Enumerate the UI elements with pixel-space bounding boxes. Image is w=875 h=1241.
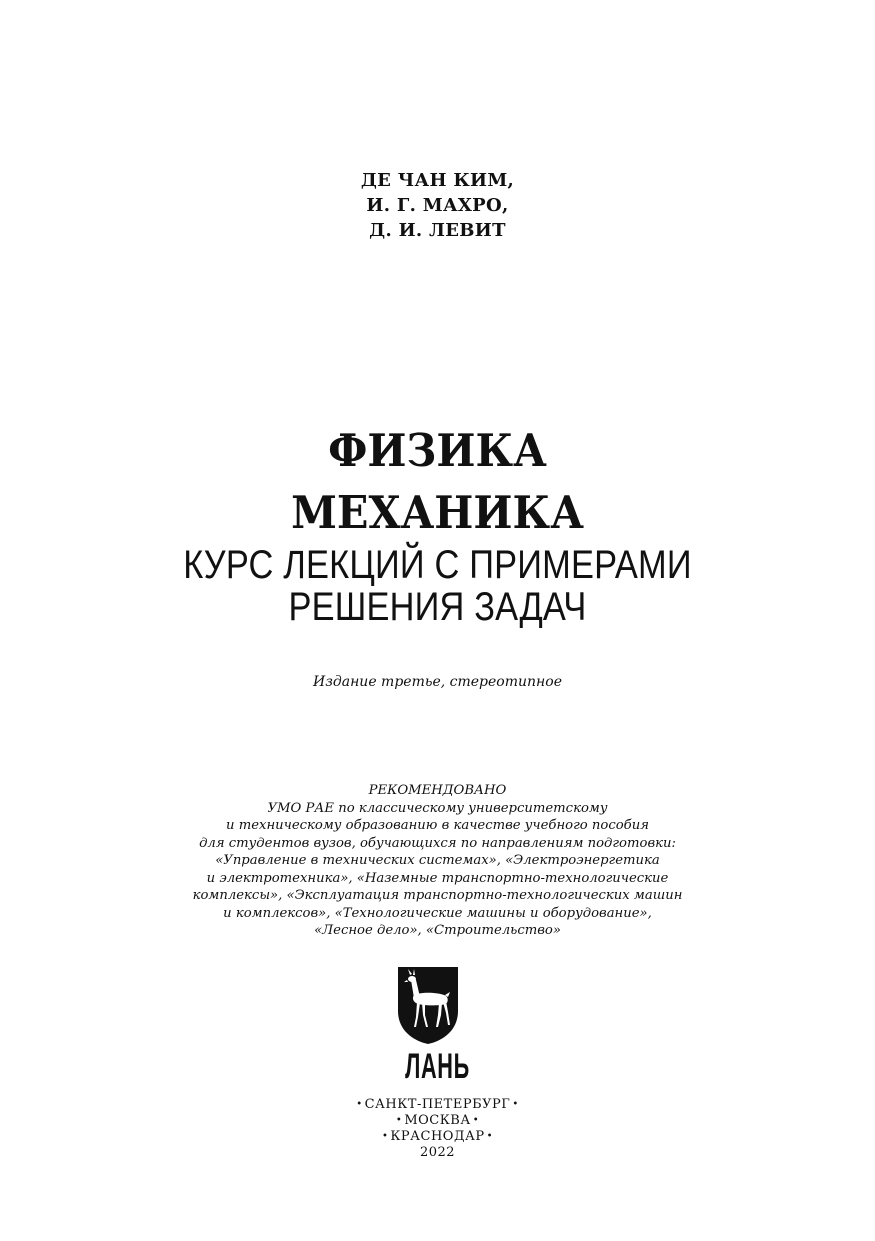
recommendation-line: и комплексов», «Технологические машины и оборудование», — [223, 905, 652, 921]
cities-block — [0, 1097, 875, 1161]
subtitle-line-2: РЕШЕНИЯ ЗАДАЧ — [288, 585, 587, 629]
bullet-icon: • — [472, 1115, 480, 1126]
author-2: И. Г. МАХРО, — [366, 195, 509, 216]
title-line-1: ФИЗИКА — [328, 424, 547, 477]
publisher-name: ЛАНЬ — [405, 1047, 470, 1086]
subtitle-line-1: КУРС ЛЕКЦИЙ С ПРИМЕРАМИ — [183, 543, 692, 587]
edition-note: Издание третье, стереотипное — [313, 674, 562, 690]
city-line — [0, 1129, 875, 1145]
recommendation-line: «Управление в технических системах», «Электроэнергетика — [215, 853, 660, 868]
city-line — [0, 1113, 875, 1129]
city-line — [0, 1097, 875, 1113]
recommendation-line: РЕКОМЕНДОВАНО — [368, 783, 507, 798]
recommendation-line: для студентов вузов, обучающихся по направлениям подготовки: — [199, 835, 676, 851]
publication-year: 2022 — [419, 1145, 456, 1160]
title-line-2: МЕХАНИКА — [291, 486, 584, 539]
recommendation-block — [0, 782, 875, 940]
authors-block — [0, 168, 875, 243]
bullet-icon: • — [512, 1099, 519, 1110]
city-name: КРАСНОДАР — [390, 1129, 485, 1144]
bullet-icon: • — [356, 1099, 363, 1110]
recommendation-line: комплексы», «Эксплуатация транспортно-технологических машин — [192, 888, 683, 903]
bullet-icon: • — [486, 1131, 494, 1142]
recommendation-line: «Лесное дело», «Строительство» — [314, 923, 561, 938]
city-name: МОСКВА — [404, 1113, 471, 1128]
subtitle-block — [61, 544, 814, 628]
recommendation-line: УМО РАЕ по классическому университетскому — [267, 800, 608, 816]
author-1: ДЕ ЧАН КИМ, — [360, 170, 515, 191]
deer-shield-logo-icon — [396, 965, 460, 1045]
recommendation-line: и техническому образованию в качестве учебного пособия — [226, 818, 649, 833]
recommendation-line: и электротехника», «Наземные транспортно-технологические — [206, 870, 669, 886]
bullet-icon: • — [395, 1115, 403, 1126]
bullet-icon: • — [381, 1131, 389, 1142]
city-name: САНКТ-ПЕТЕРБУРГ — [364, 1097, 511, 1112]
author-3: Д. И. ЛЕВИТ — [369, 220, 506, 241]
